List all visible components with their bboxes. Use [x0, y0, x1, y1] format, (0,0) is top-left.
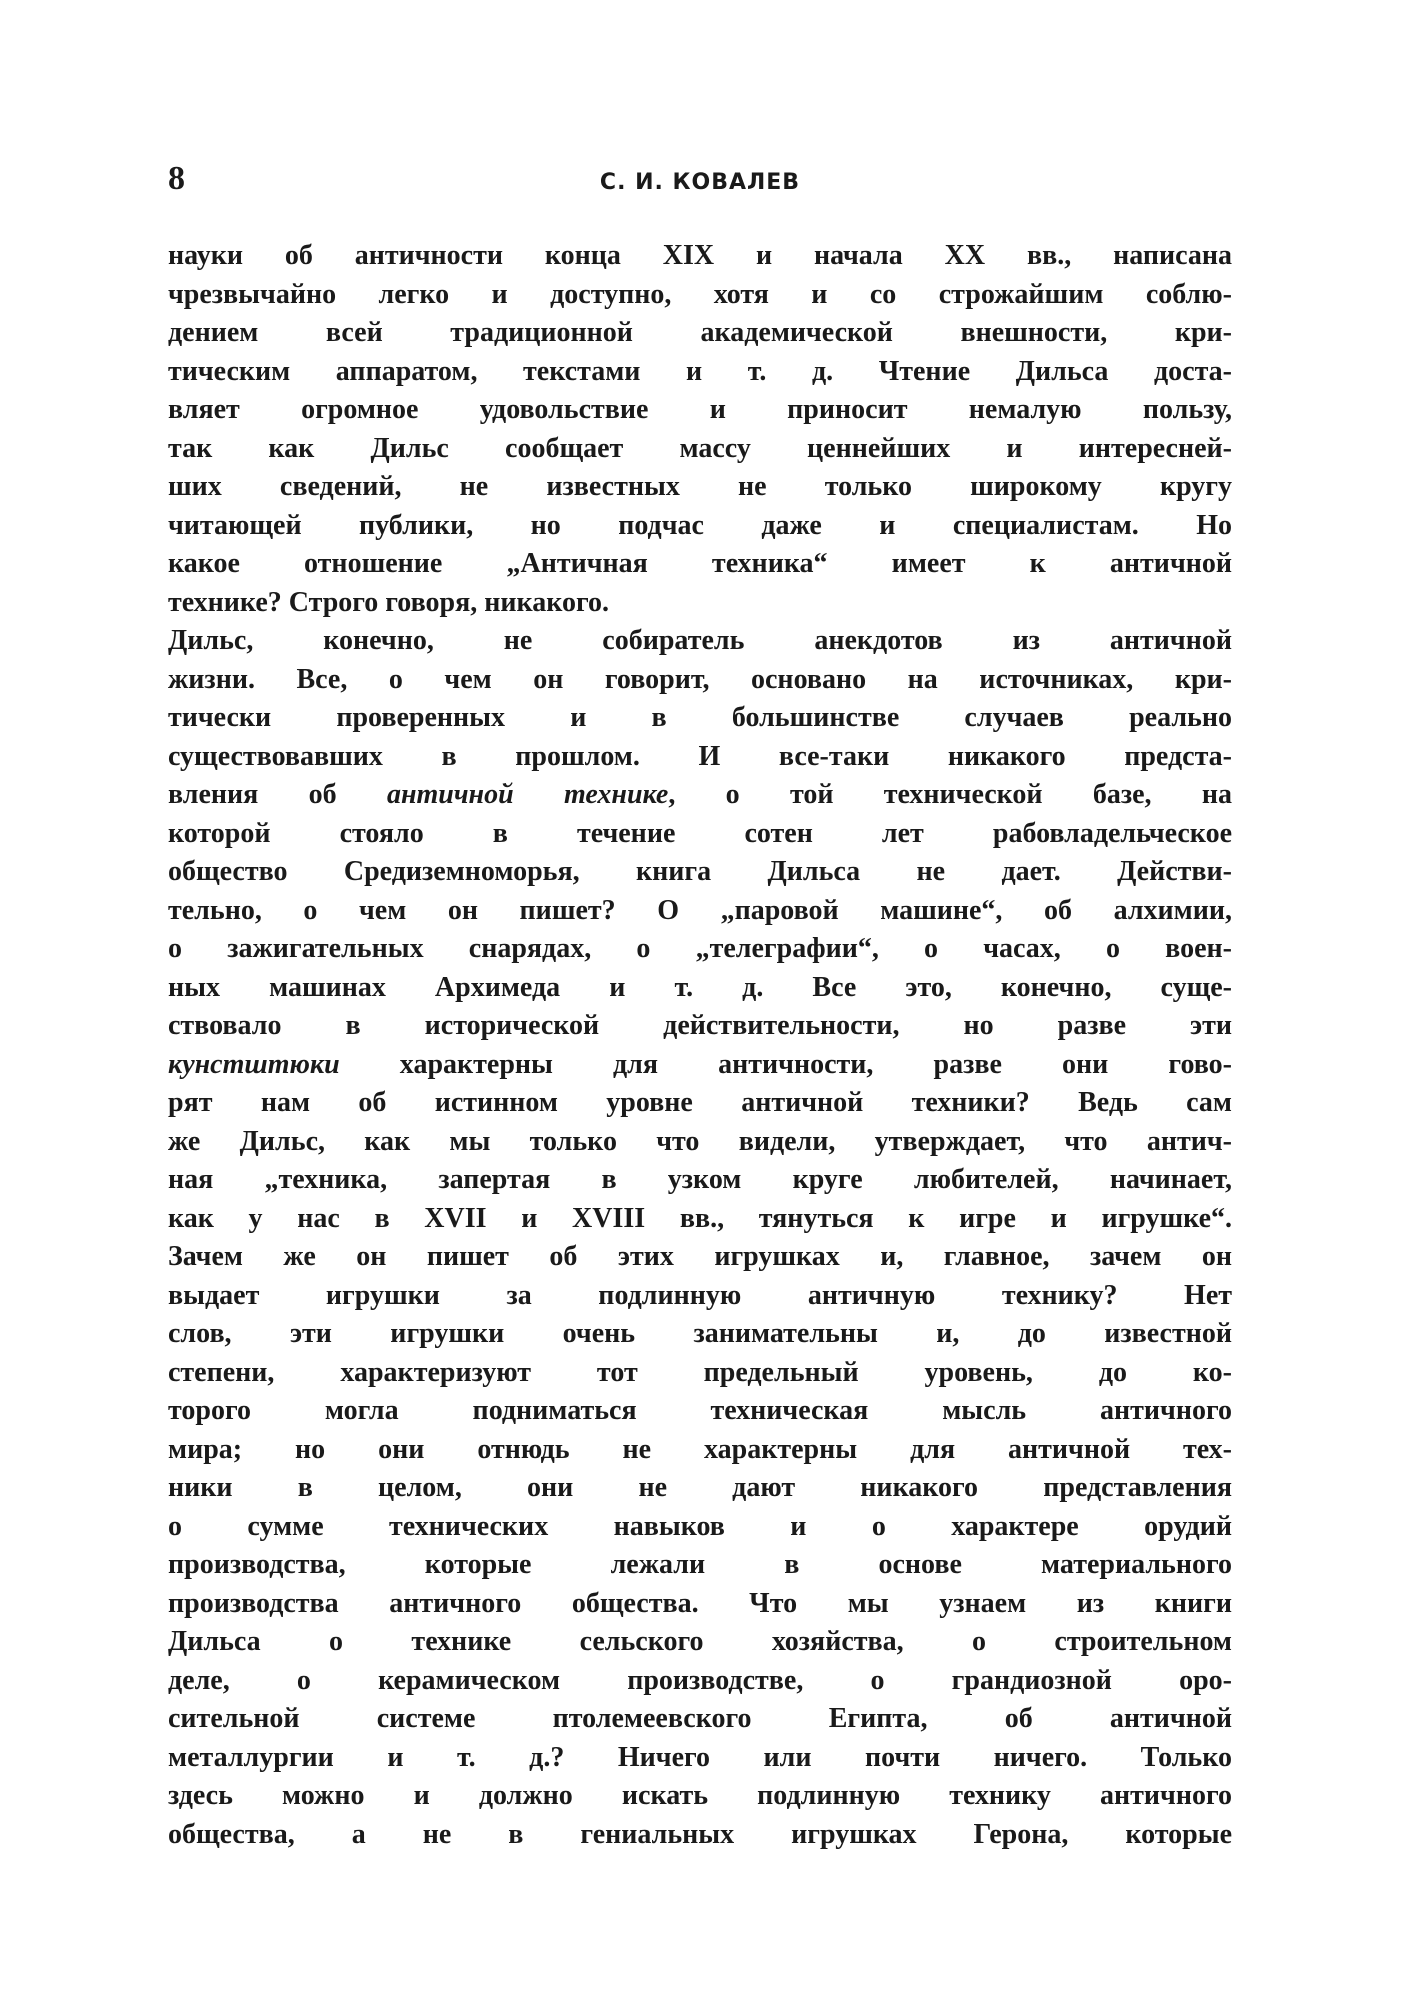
text-line: ших сведений, не известных не только широкому кругу — [168, 471, 1232, 502]
italic-phrase: кунстштюки — [168, 1048, 340, 1080]
page-header — [168, 160, 1232, 210]
text-line: Дильс, конечно, не собиратель анекдотов из античной — [168, 625, 1232, 656]
text-line: ствовало в исторической действительности, но разве эти — [168, 1010, 1232, 1041]
text-line: чрезвычайно легко и доступно, хотя и со строжайшим соблю- — [168, 278, 1232, 310]
text-fragment: характерны для античности, разве они гово- — [339, 1048, 1232, 1080]
text-line: производства античного общества. Что мы узнаем из книги — [168, 1587, 1232, 1619]
text-line: о сумме технических навыков и о характере орудий — [168, 1510, 1232, 1542]
text-line: дением всей традиционной академической внешности, кри- — [168, 317, 1232, 348]
paragraph-2-part-c — [168, 1084, 1232, 1854]
text-line: технике? Строго говоря, никакого. — [168, 586, 610, 618]
text-line: тически проверенных и в большинстве случаев реально — [168, 702, 1232, 733]
body-text — [168, 237, 1232, 1854]
text-line: ники в целом, они не дают никакого представления — [168, 1472, 1232, 1503]
text-line: жизни. Все, о чем он говорит, основано на источниках, кри- — [168, 663, 1232, 695]
text-line: сительной системе птолемеевского Египта, об античной — [168, 1703, 1232, 1734]
paragraph-2-part-a — [168, 622, 1232, 776]
text-line: тельно, о чем он пишет? О „паровой машине“, об алхимии, — [168, 894, 1232, 926]
italic-phrase: античной технике — [386, 779, 669, 810]
text-line: же Дильс, как мы только что видели, утверждает, что антич- — [168, 1125, 1232, 1157]
text-line: рят нам об истинном уровне античной техники? Ведь сам — [168, 1087, 1232, 1118]
page-number: 8 — [168, 160, 185, 197]
text-line: которой стояло в течение сотен лет рабовладельческое — [168, 817, 1232, 849]
text-line: так как Дильс сообщает массу ценнейших и интересней- — [168, 432, 1232, 464]
text-line-22 — [168, 1046, 1232, 1085]
text-line: науки об античности конца XIX и начала XX вв., написана — [168, 240, 1232, 271]
text-line: ных машинах Архимеда и т. д. Все это, конечно, суще- — [168, 971, 1232, 1003]
text-line: выдает игрушки за подлинную античную технику? Нет — [168, 1279, 1232, 1311]
text-line-15 — [168, 776, 1232, 815]
text-line: ная „техника, запертая в узком круге любителей, начинает, — [168, 1164, 1232, 1195]
text-line: о зажигательных снарядах, о „телеграфии“, о часах, о воен- — [168, 933, 1232, 964]
text-line: общество Средиземноморья, книга Дильса не дает. Действи- — [168, 856, 1232, 887]
text-line: общества, а не в гениальных игрушках Герона, которые — [168, 1818, 1232, 1850]
text-line: торого могла подниматься техническая мысль античного — [168, 1395, 1232, 1426]
text-line: степени, характеризуют тот предельный уровень, до ко- — [168, 1356, 1232, 1388]
text-line: существовавших в прошлом. И все-таки никакого предста- — [168, 740, 1232, 772]
text-line: слов, эти игрушки очень занимательны и, до известной — [168, 1318, 1232, 1349]
text-line: Зачем же он пишет об этих игрушках и, главное, зачем он — [168, 1241, 1232, 1272]
text-line: Дильса о технике сельского хозяйства, о строительном — [168, 1626, 1232, 1657]
paragraph-1 — [168, 237, 1232, 622]
text-line: читающей публики, но подчас даже и специалистам. Но — [168, 509, 1232, 541]
paragraph-2-part-b — [168, 815, 1232, 1046]
running-title: С. И. КОВАЛЕВ — [599, 170, 801, 195]
text-fragment: вления об — [168, 779, 387, 810]
text-line: какое отношение „Античная техника“ имеет к античной — [168, 548, 1232, 579]
text-line: металлургии и т. д.? Ничего или почти ничего. Только — [168, 1741, 1232, 1773]
text-line: здесь можно и должно искать подлинную технику античного — [168, 1780, 1232, 1811]
text-line: как у нас в XVII и XVIII вв., тянуться к игре и игрушке“. — [168, 1202, 1232, 1234]
text-fragment: , о той технической базе, на — [668, 779, 1232, 810]
text-line: деле, о керамическом производстве, о грандиозной оро- — [168, 1664, 1232, 1696]
text-line: вляет огромное удовольствие и приносит немалую пользу, — [168, 394, 1232, 425]
text-line: мира; но они отнюдь не характерны для античной тех- — [168, 1433, 1232, 1465]
text-line: тическим аппаратом, текстами и т. д. Чтение Дильса доста- — [168, 355, 1232, 387]
text-line: производства, которые лежали в основе материального — [168, 1549, 1232, 1580]
